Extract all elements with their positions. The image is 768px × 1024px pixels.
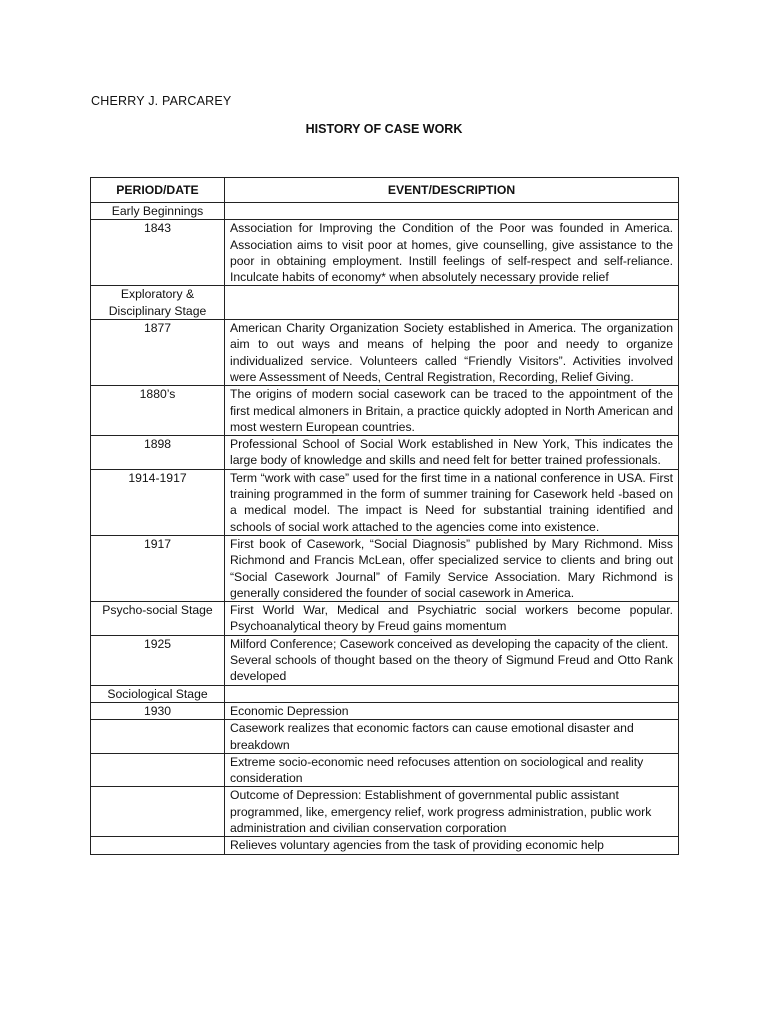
period-cell: Exploratory & Disciplinary Stage (91, 286, 225, 320)
history-table (90, 177, 679, 855)
header-event: EVENT/DESCRIPTION (225, 178, 679, 203)
table-row (91, 753, 679, 787)
event-cell (225, 203, 679, 220)
table-header-row (91, 178, 679, 203)
period-cell: Psycho-social Stage (91, 602, 225, 636)
event-cell: Outcome of Depression: Establishment of governmental public assistant programmed, like, emergency relief, work progress administration, public work administration and civilian conservation corporation (225, 787, 679, 837)
period-cell: 1898 (91, 436, 225, 470)
event-cell: American Charity Organization Society established in America. The organization aim to out ways and means of helping the poor and needy to organize individualized service. Volunteers called “Friendly Visitors”. Activities involved were Assessment of Needs, Central Registration, Recording, Relief Giving. (225, 320, 679, 386)
event-cell: Term “work with case” used for the first time in a national conference in USA. First training programmed in the form of summer training for Casework held -based on a medical model. The impact is Need for substantial training identified and schools of social work attached to the agencies come into existence. (225, 469, 679, 535)
period-cell: 1925 (91, 635, 225, 685)
event-cell (225, 286, 679, 320)
period-cell (91, 720, 225, 754)
event-cell (225, 685, 679, 702)
table-row (91, 386, 679, 436)
period-cell: 1880’s (91, 386, 225, 436)
period-cell (91, 787, 225, 837)
event-cell: The origins of modern social casework can be traced to the appointment of the first medical almoners in Britain, a practice quickly adopted in North American and most western European countries. (225, 386, 679, 436)
event-paragraph: Milford Conference; Casework conceived as developing the capacity of the client. (230, 636, 669, 651)
table-row (91, 286, 679, 320)
header-period: PERIOD/DATE (91, 178, 225, 203)
table-row (91, 837, 679, 854)
period-cell: 1914-1917 (91, 469, 225, 535)
table-row (91, 720, 679, 754)
period-cell: 1930 (91, 702, 225, 719)
table-row (91, 436, 679, 470)
period-cell: 1877 (91, 320, 225, 386)
event-cell: Relieves voluntary agencies from the task of providing economic help (225, 837, 679, 854)
document-title: HISTORY OF CASE WORK (305, 122, 463, 136)
event-cell: Professional School of Social Work established in New York, This indicates the large body of knowledge and skills and need felt for better trained professionals. (225, 436, 679, 470)
table-row (91, 203, 679, 220)
period-cell: Sociological Stage (91, 685, 225, 702)
table-row (91, 635, 679, 685)
event-cell: Extreme socio-economic need refocuses attention on sociological and reality consideration (225, 753, 679, 787)
event-cell: Economic Depression (225, 702, 679, 719)
table-row (91, 535, 679, 601)
period-cell (91, 753, 225, 787)
table-row (91, 787, 679, 837)
table-row (91, 469, 679, 535)
table-row (91, 602, 679, 636)
table-row (91, 220, 679, 286)
period-cell: Early Beginnings (91, 203, 225, 220)
event-paragraph: Several schools of thought based on the theory of Sigmund Freud and Otto Rank developed (230, 653, 673, 684)
event-cell: Association for Improving the Condition of the Poor was founded in America. Association aims to visit poor at homes, give counselling, give assistance to the poor in obtaining employment. Instill feelings of self-respect and self-reliance. Inculcate habits of economy* when absolutely necessary provide relief (225, 220, 679, 286)
period-cell: 1917 (91, 535, 225, 601)
period-cell (91, 837, 225, 854)
event-cell: First World War, Medical and Psychiatric social workers become popular. Psychoanalytical theory by Freud gains momentum (225, 602, 679, 636)
table-row (91, 320, 679, 386)
event-cell: First book of Casework, “Social Diagnosis” published by Mary Richmond. Miss Richmond and Francis McLean, offer specialized service to clients and bring out “Social Casework Journal” of Family Service Association. Mary Richmond is generally considered the founder of social casework in America. (225, 535, 679, 601)
author-name: CHERRY J. PARCAREY (91, 94, 232, 108)
period-cell: 1843 (91, 220, 225, 286)
event-cell: Casework realizes that economic factors can cause emotional disaster and breakdown (225, 720, 679, 754)
table-row (91, 702, 679, 719)
event-cell (225, 635, 679, 685)
table-row (91, 685, 679, 702)
